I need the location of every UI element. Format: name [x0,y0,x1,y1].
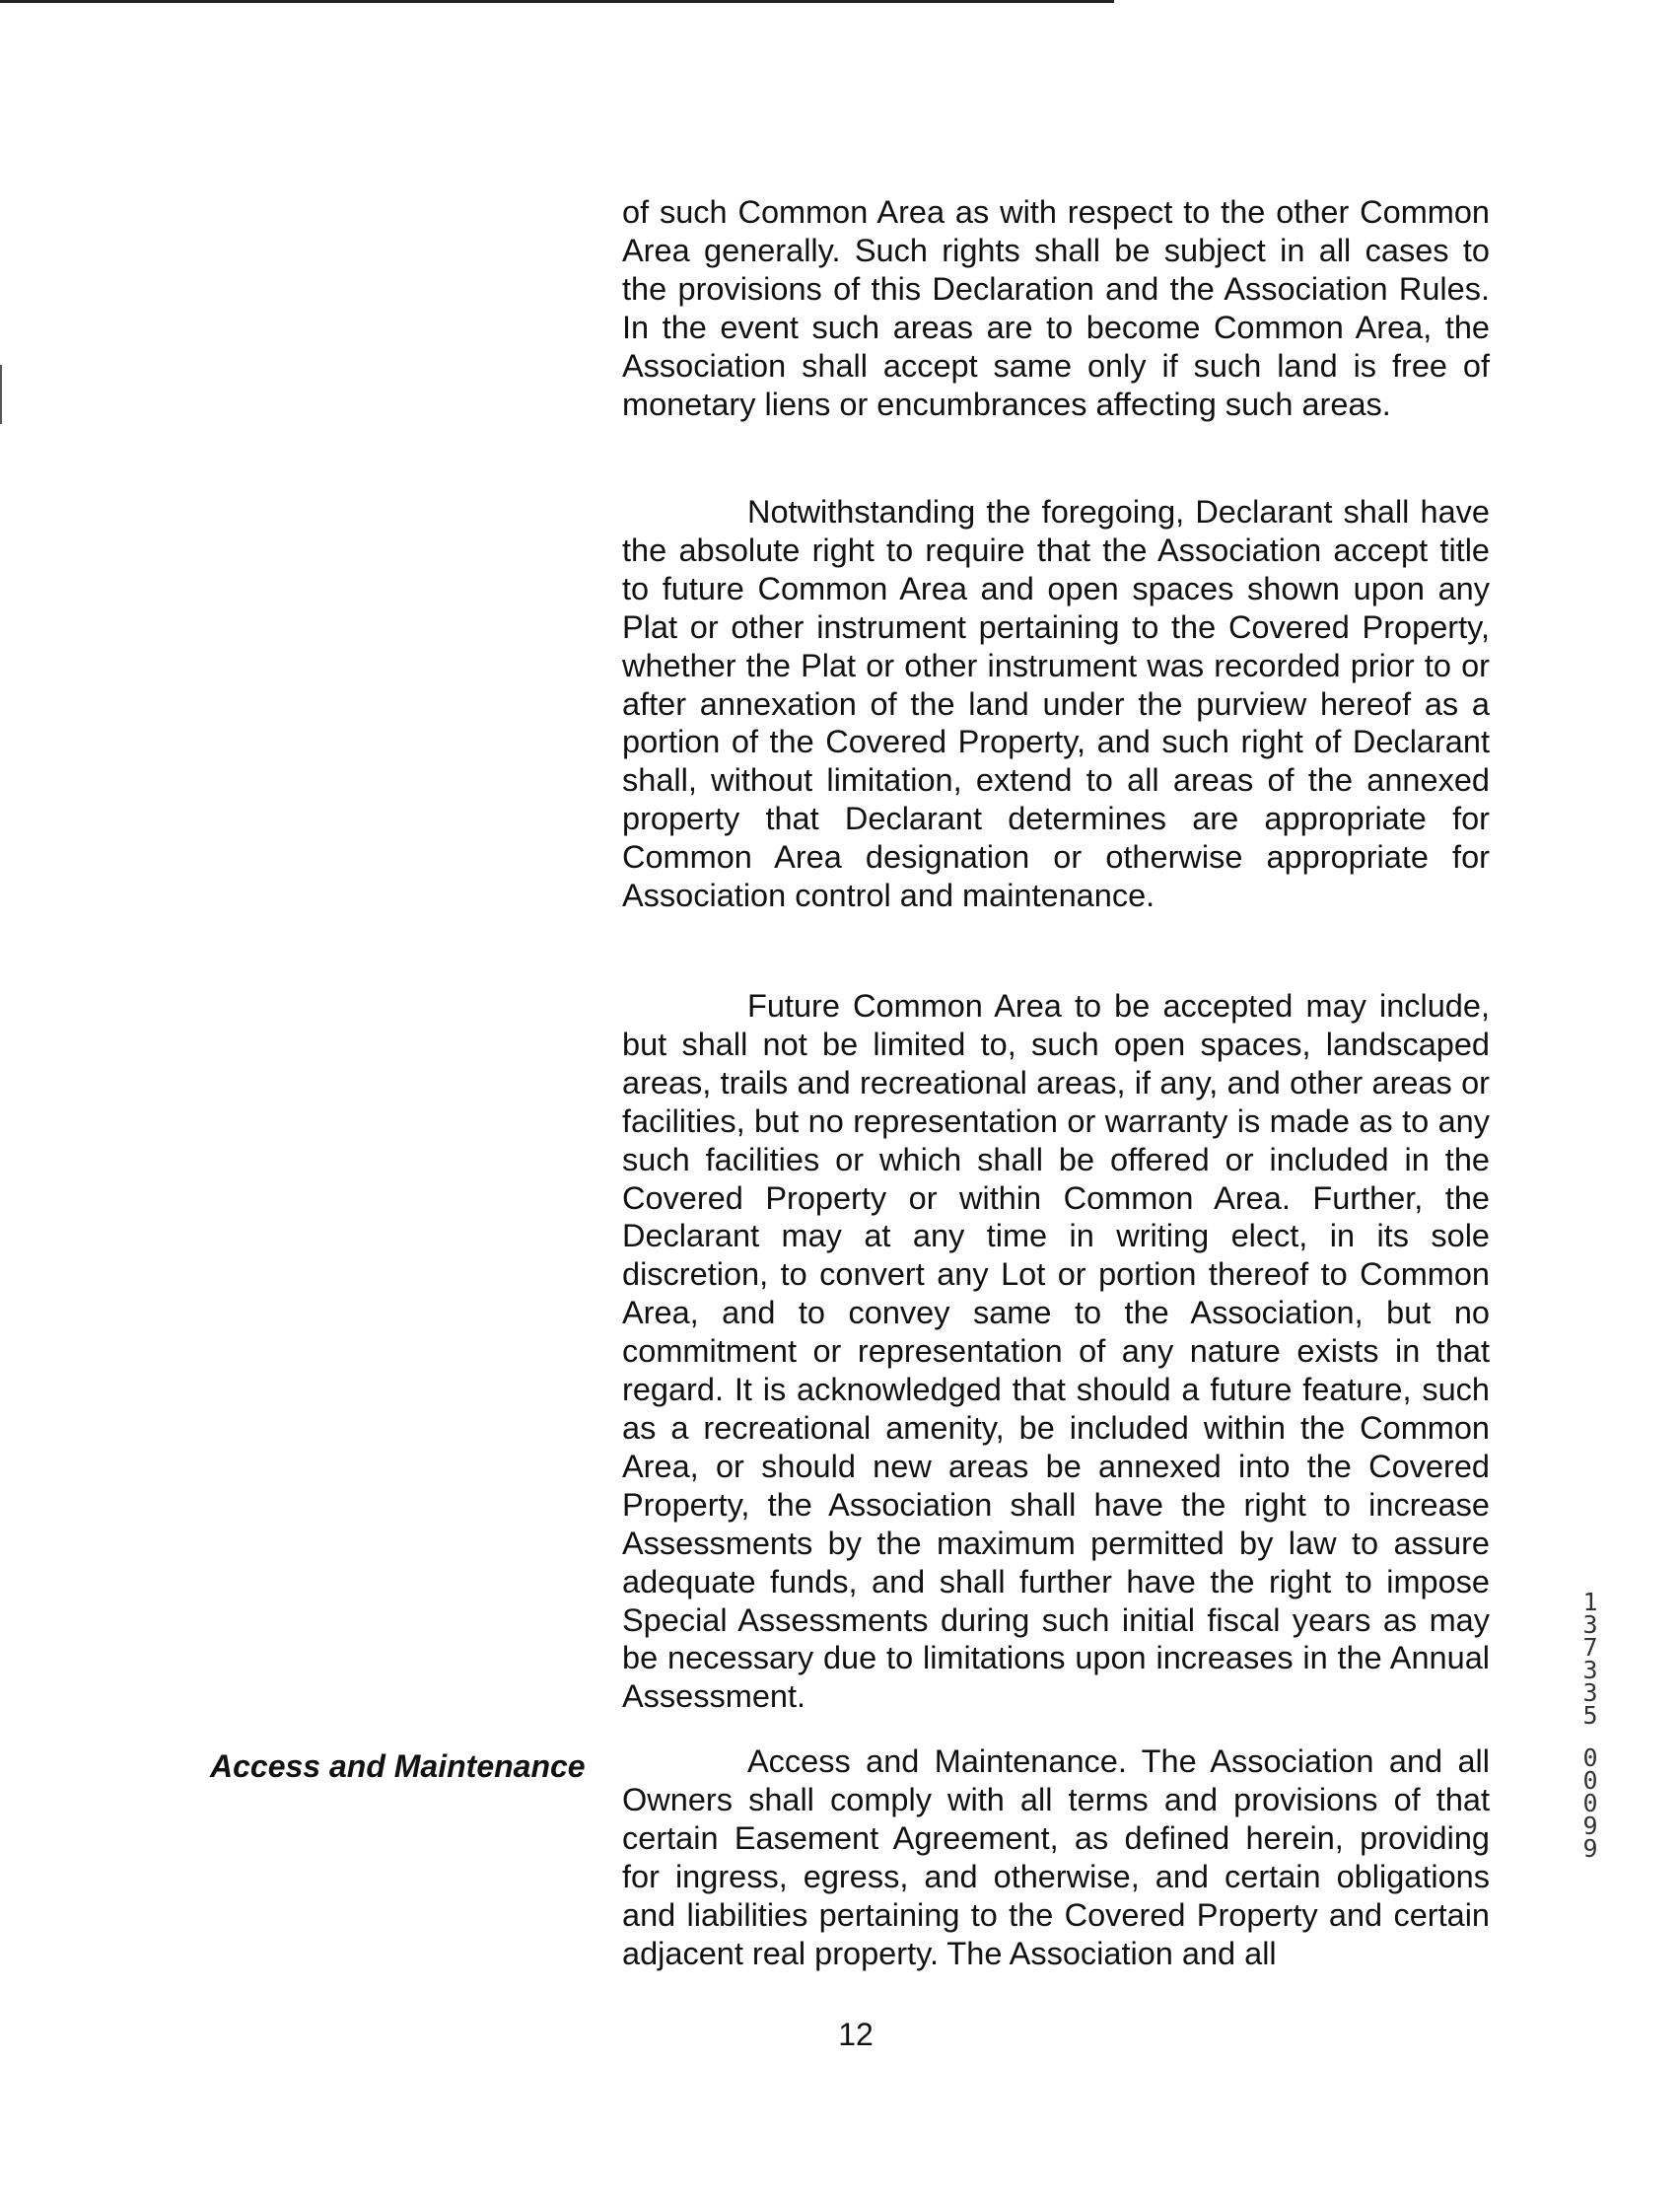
paragraph-future-common-area: Future Common Area to be accepted may include, but shall not be limited to, such open spaces, landscaped areas, trails and recreational areas, if any, and other areas or facilities, but no representation or warranty is made as to any such facilities or which shall be offered or included in the Covered Property or within Common Area. Further, the Declarant may at any time in writing elect, in its sole discretion, to convert any Lot or portion thereof to Common Area, and to convey same to the Association, but no commitment or representation of any nature exists in that regard. It is acknowledged that should a future feature, such as a recreational amenity, be included within the Common Area, or should new areas be annexed into the Covered Property, the Association shall have the right to increase Assessments by the maximum permitted by law to assure adequate funds, and shall further have the right to impose Special Assessments during such initial fiscal years as may be necessary due to limitations upon increases in the Annual Assessment. [622,988,1490,1715]
bates-stamp [1578,1588,1602,1863]
section-heading-access-maintenance: Access and Maintenance [210,1748,586,1784]
paragraph-notwithstanding: Notwithstanding the foregoing, Declarant shall have the absolute right to require that the Association accept title to future Common Area and open spaces shown upon any Plat or other instrument pertaining to the Covered Property, whether the Plat or other instrument was recorded prior to or after annexation of the land under the purview hereof as a portion of the Covered Property, and such right of Declarant shall, without limitation, extend to all areas of the annexed property that Declarant determines are appropriate for Common Area designation or otherwise appropriate for Association control and maintenance. [622,494,1490,914]
bates-stamp-part2: 00099 [1582,1743,1598,1863]
bates-stamp-part1: 137335 [1582,1588,1598,1730]
scan-edge-line [0,0,1114,3]
paragraph-access-maintenance: Access and Maintenance. The Association and all Owners shall comply with all terms and provisions of that certain Easement Agreement, as defined herein, providing for ingress, egress, and otherwise, and certain obligations and liabilities pertaining to the Covered Property and certain adjacent real property. The Association and all [622,1743,1490,1971]
page-number: 12 [838,2017,874,2052]
paragraph-common-area-rights: of such Common Area as with respect to the other Common Area generally. Such rights shall be subject in all cases to the provisions of this Declaration and the Association Rules. In the event such areas are to become Common Area, the Association shall accept same only if such land is free of monetary liens or encumbrances affecting such areas. [622,194,1490,422]
scan-edge-mark [0,365,2,424]
